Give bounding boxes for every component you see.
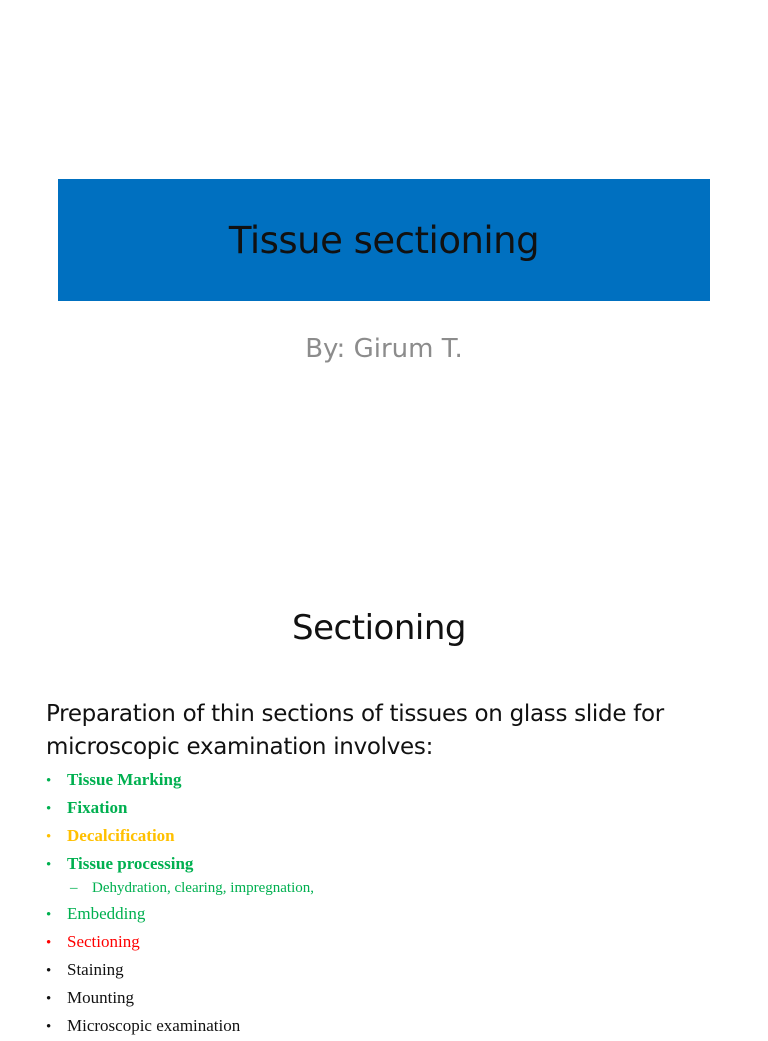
intro-paragraph: [46, 698, 746, 764]
bullet-marker: •: [46, 801, 52, 817]
list-item-text: Sectioning: [67, 932, 140, 951]
sectioning-slide: [0, 576, 768, 1035]
dash-marker: –: [70, 880, 78, 896]
slide-subtitle: By: Girum T.: [305, 334, 463, 364]
list-item: [46, 928, 314, 956]
list-item-text: Staining: [67, 960, 124, 979]
list-item: [46, 1012, 314, 1040]
sub-list-item: [46, 878, 314, 900]
list-item: [46, 794, 314, 822]
bullet-marker: •: [46, 1019, 52, 1035]
list-item-text: Fixation: [67, 798, 128, 817]
list-item-text: Microscopic examination: [67, 1016, 241, 1035]
list-item: [46, 956, 314, 984]
intro-line-2: microscopic examination involves:: [46, 734, 434, 760]
bullet-marker: •: [46, 935, 52, 951]
bullet-marker: •: [46, 773, 52, 789]
list-item: [46, 766, 314, 794]
list-item: [46, 822, 314, 850]
bullet-marker: •: [46, 963, 52, 979]
bullet-marker: •: [46, 907, 52, 923]
title-band: [58, 179, 710, 301]
list-item: [46, 900, 314, 928]
list-item-text: Mounting: [67, 988, 135, 1007]
bullet-marker: •: [46, 991, 52, 1007]
list-item-text: Decalcification: [67, 826, 175, 845]
bullet-marker: •: [46, 857, 52, 873]
list-item-text: Tissue Marking: [67, 770, 182, 789]
slide-title: Tissue sectioning: [228, 218, 540, 262]
slide-heading: Sectioning: [292, 608, 466, 648]
list-item: [46, 850, 314, 878]
list-item-text: Embedding: [67, 904, 146, 923]
list-item: [46, 984, 314, 1012]
intro-line-1: Preparation of thin sections of tissues on glass slide for: [46, 701, 664, 727]
bullet-marker: •: [46, 829, 52, 845]
list-item-text: Tissue processing: [67, 854, 194, 873]
list-item-text: Dehydration, clearing, impregnation,: [92, 880, 315, 896]
step-list: [46, 766, 314, 1040]
